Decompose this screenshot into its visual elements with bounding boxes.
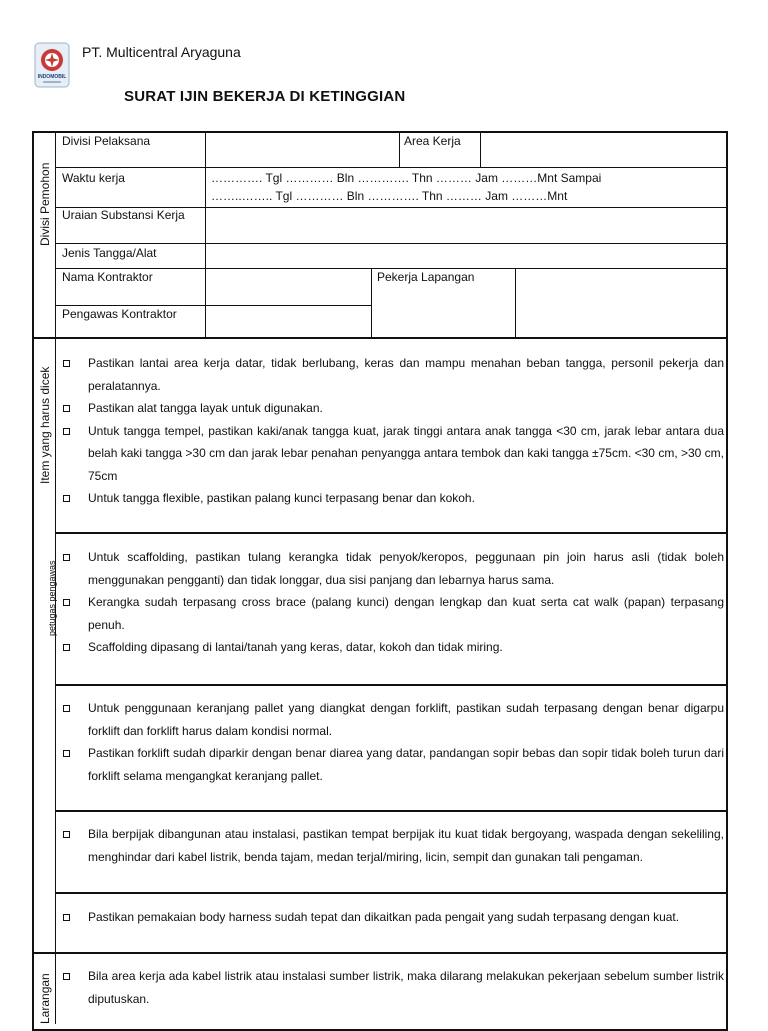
checkbox-icon[interactable] xyxy=(63,360,70,367)
grid-line xyxy=(480,132,481,167)
company-logo xyxy=(34,42,70,88)
company-name: PT. Multicentral Aryaguna xyxy=(82,44,241,60)
section-divider xyxy=(55,684,727,686)
checkbox-icon[interactable] xyxy=(63,705,70,712)
grid-line xyxy=(515,268,516,338)
section-divider xyxy=(55,532,727,534)
checklist-item[interactable]: Bila berpijak dibangunan atau instalasi, pastikan tempat berpijak itu kuat tidak bergoyang, waspada dengan sekeliling, menghindar dari kabel listrik, benda tajam, medan terjal/miring, licin, sempit dan gunakan tali pengaman. xyxy=(60,823,724,868)
jenis-tangga-label: Jenis Tangga/Alat xyxy=(62,246,157,260)
uraian-label: Uraian Substansi Kerja xyxy=(62,208,185,222)
checklist-scaffolding xyxy=(60,546,724,659)
checklist-larangan xyxy=(60,965,724,1010)
petugas-pengawas-label: petugas pengawas xyxy=(47,560,57,636)
checkbox-icon[interactable] xyxy=(63,914,70,921)
section-divider xyxy=(55,892,727,894)
logo-wordmark: INDOMOBIL xyxy=(37,74,67,80)
section-divider xyxy=(33,952,727,954)
checkbox-icon[interactable] xyxy=(63,599,70,606)
larangan-label: Larangan xyxy=(38,973,52,1024)
waktu-start-line[interactable]: …………. Tgl ………… Bln …………. Thn ……… Jam ………Mnt Sampai xyxy=(211,171,602,185)
checklist-item[interactable]: Pastikan lantai area kerja datar, tidak berlubang, keras dan mampu menahan beban tangga, personil pekerja dan peralatannya. xyxy=(60,352,724,397)
pekerja-lapangan-label: Pekerja Lapangan xyxy=(377,270,475,284)
checklist-item[interactable]: Untuk tangga flexible, pastikan palang kunci terpasang benar dan kokoh. xyxy=(60,487,724,510)
grid-line xyxy=(55,268,727,269)
checklist-item[interactable]: Untuk penggunaan keranjang pallet yang diangkat dengan forklift, pastikan sudah terpasang dengan benar digarpu forklift dan forklift harus dalam kondisi normal. xyxy=(60,697,724,742)
nama-kontraktor-label: Nama Kontraktor xyxy=(62,270,153,284)
checkbox-icon[interactable] xyxy=(63,428,70,435)
checklist-item[interactable]: Untuk tangga tempel, pastikan kaki/anak tangga kuat, jarak tinggi antara anak tangga <30 cm, jarak lebar antara dua belah kaki tangga >30 cm dan jarak lebar penahan penyangga antara tembok dan kaki tangga ±75cm. <30 cm, >30 cm, 75cm xyxy=(60,420,724,488)
checkbox-icon[interactable] xyxy=(63,973,70,980)
item-dicek-label: Item yang harus dicek xyxy=(38,366,52,484)
grid-line xyxy=(55,305,371,306)
checklist-item[interactable]: Kerangka sudah terpasang cross brace (palang kunci) dengan lengkap dan kuat serta cat walk (papan) terpasang penuh. xyxy=(60,591,724,636)
checklist-tangga xyxy=(60,352,724,510)
checklist-item[interactable]: Untuk scaffolding, pastikan tulang kerangka tidak penyok/keropos, peggunaan pin join harus asli (tidak boleh menggunakan pengganti) dan tidak longgar, dua sisi panjang dan lebarnya harus sama. xyxy=(60,546,724,591)
checklist-item[interactable]: Pastikan alat tangga layak untuk digunakan. xyxy=(60,397,724,420)
form-title: SURAT IJIN BEKERJA DI KETINGGIAN xyxy=(124,88,406,105)
checkbox-icon[interactable] xyxy=(63,831,70,838)
grid-line xyxy=(205,132,206,338)
checklist-forklift xyxy=(60,697,724,787)
checklist-item[interactable]: Pastikan forklift sudah diparkir dengan benar diarea yang datar, pandangan sopir bebas dan sopir tidak boleh turun dari forklift selama mengangkat keranjang pallet. xyxy=(60,742,724,787)
checkbox-icon[interactable] xyxy=(63,495,70,502)
checklist-item[interactable]: Bila area kerja ada kabel listrik atau instalasi sumber listrik, maka dilarang melakukan pekerjaan sebelum sumber listrik diputuskan. xyxy=(60,965,724,1010)
divisi-pemohon-label: Divisi Pemohon xyxy=(38,162,52,246)
pengawas-kontraktor-label: Pengawas Kontraktor xyxy=(62,307,177,321)
section-divider xyxy=(33,337,727,339)
checkbox-icon[interactable] xyxy=(63,554,70,561)
checkbox-icon[interactable] xyxy=(63,405,70,412)
divisi-pelaksana-label: Divisi Pelaksana xyxy=(62,134,151,148)
grid-line xyxy=(371,268,372,338)
checklist-item[interactable]: Scaffolding dipasang di lantai/tanah yang keras, datar, kokoh dan tidak miring. xyxy=(60,636,724,659)
grid-line xyxy=(55,243,727,244)
grid-line xyxy=(399,132,400,167)
checkbox-icon[interactable] xyxy=(63,644,70,651)
checklist-instalasi xyxy=(60,823,724,868)
grid-line xyxy=(55,167,727,168)
checklist-harness xyxy=(60,906,724,929)
waktu-kerja-label: Waktu kerja xyxy=(62,171,125,185)
area-kerja-label: Area Kerja xyxy=(404,134,461,148)
checkbox-icon[interactable] xyxy=(63,750,70,757)
checklist-item[interactable]: Pastikan pemakaian body harness sudah tepat dan dikaitkan pada pengait yang sudah terpasang dengan kuat. xyxy=(60,906,724,929)
waktu-end-line[interactable]: ……..…….. Tgl ………… Bln …………. Thn ……… Jam ………Mnt xyxy=(211,189,568,203)
section-divider xyxy=(55,810,727,812)
